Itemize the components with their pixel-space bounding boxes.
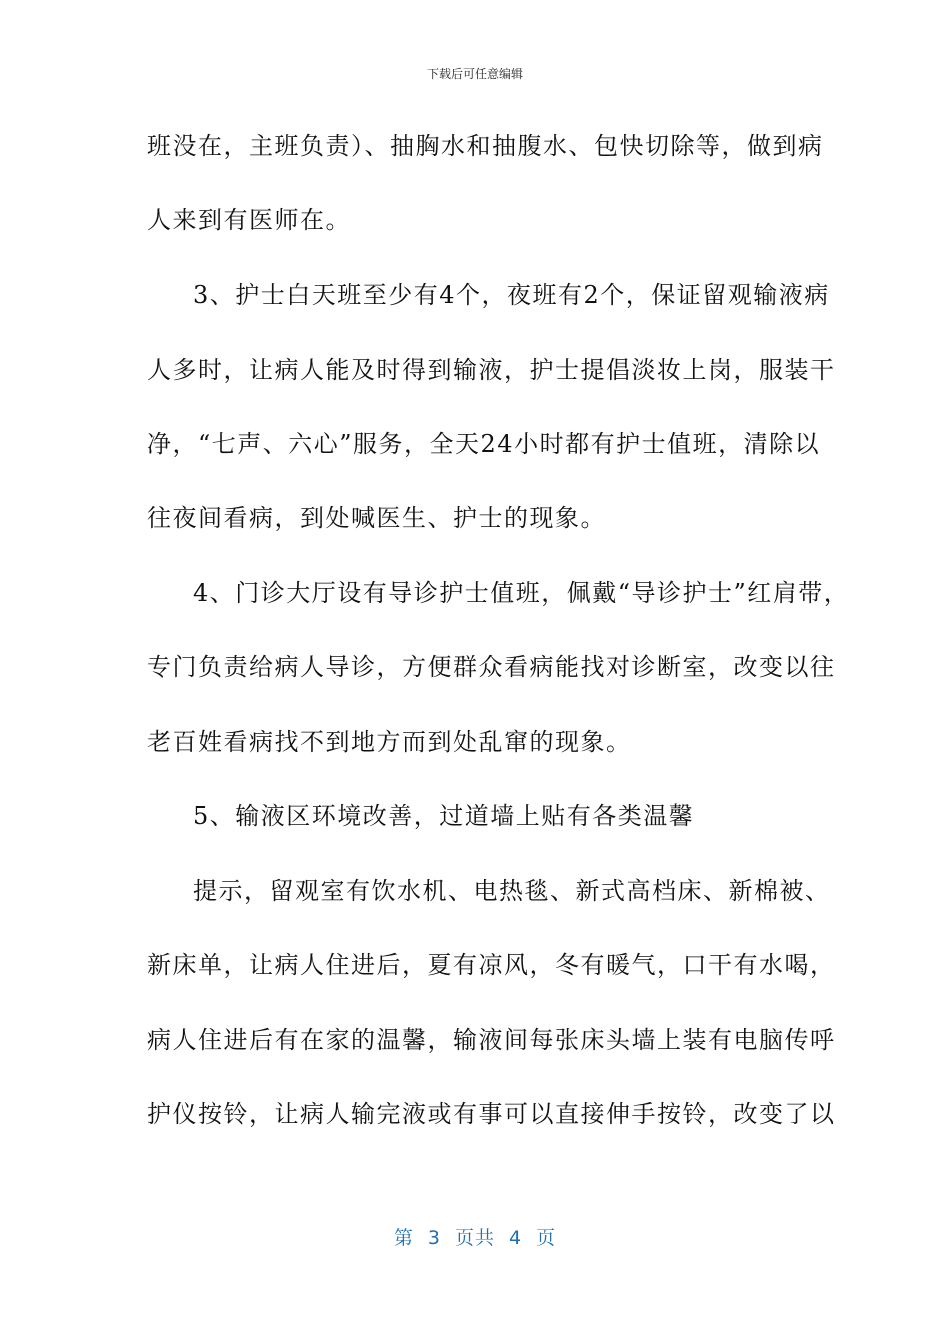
body-line: 3、护士白天班至少有4个，夜班有2个，保证留观输液病 bbox=[193, 281, 830, 309]
body-line: 班没在，主班负责）、抽胸水和抽腹水、包快切除等，做到病 bbox=[147, 132, 824, 160]
footer-page-number: 3 bbox=[427, 1227, 441, 1249]
body-line: 4、门诊大厅设有导诊护士值班，佩戴“导诊护士”红肩带， bbox=[193, 579, 850, 607]
footer-prefix: 第 bbox=[393, 1227, 414, 1249]
page-footer bbox=[0, 1226, 950, 1250]
body-line: 净，“七声、六心”服务，全天24小时都有护士值班，清除以 bbox=[147, 430, 821, 458]
body-line: 5、输液区环境改善，过道墙上贴有各类温馨 bbox=[193, 802, 695, 830]
body-line: 病人住进后有在家的温馨，输液间每张床头墙上装有电脑传呼 bbox=[147, 1026, 836, 1054]
body-line: 专门负责给病人导诊，方便群众看病能找对诊断室，改变以往 bbox=[147, 653, 836, 681]
footer-suffix: 页 bbox=[536, 1227, 557, 1249]
body-line: 提示，留观室有饮水机、电热毯、新式高档床、新棉被、 bbox=[193, 877, 831, 905]
footer-total-pages: 4 bbox=[509, 1227, 523, 1249]
footer-middle: 页共 bbox=[454, 1227, 495, 1249]
page-header: 下载后可任意编辑 bbox=[426, 67, 523, 81]
body-line: 往夜间看病，到处喊医生、护士的现象。 bbox=[147, 504, 606, 532]
body-line: 老百姓看病找不到地方而到处乱窜的现象。 bbox=[147, 728, 632, 756]
body-line: 新床单，让病人住进后，夏有凉风，冬有暖气，口干有水喝， bbox=[147, 951, 836, 979]
body-line: 护仪按铃，让病人输完液或有事可以直接伸手按铃，改变了以 bbox=[147, 1100, 836, 1128]
body-line: 人多时，让病人能及时得到输液，护士提倡淡妆上岗，服装干 bbox=[147, 356, 836, 384]
body-line: 人来到有医师在。 bbox=[147, 206, 351, 234]
